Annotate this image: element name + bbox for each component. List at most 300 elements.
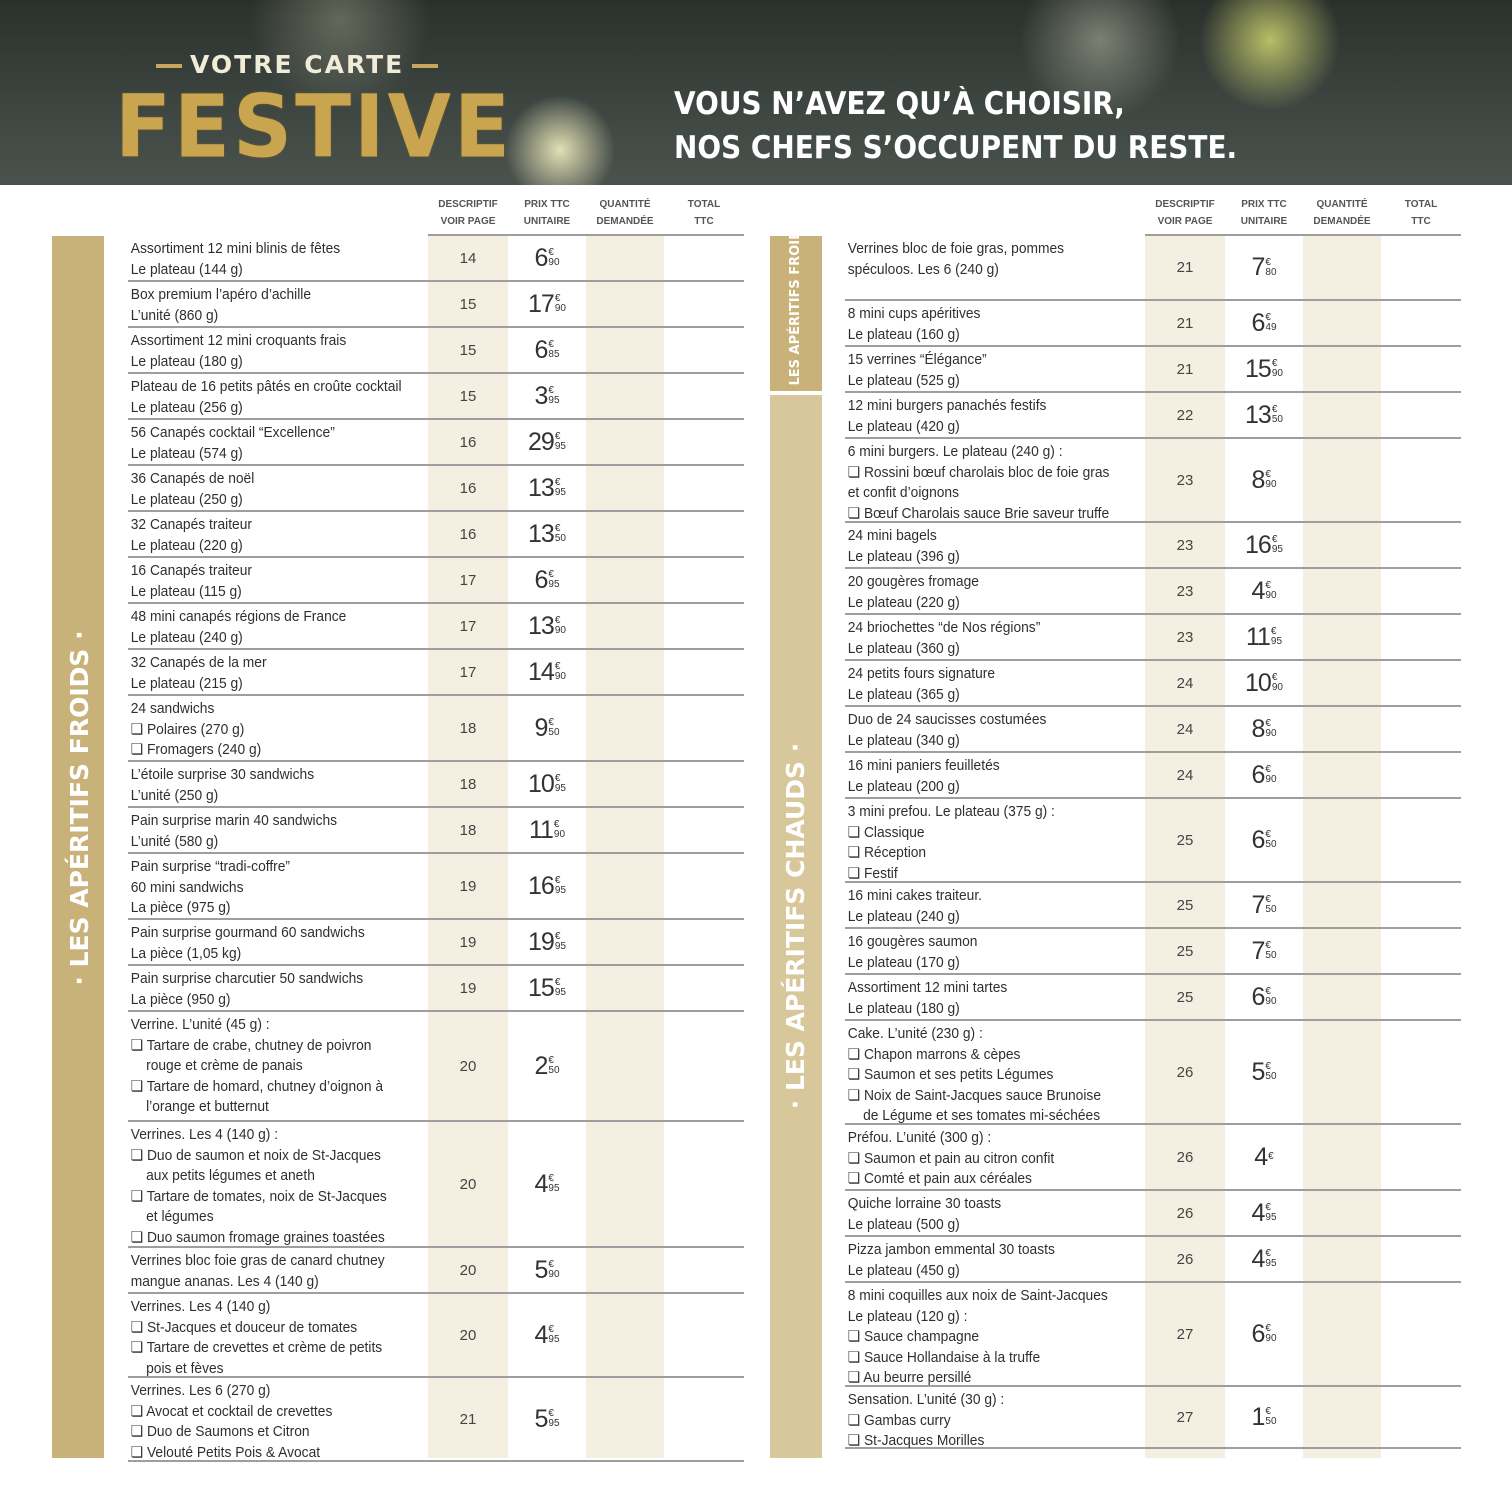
item-price-cents: € 90 [1271, 358, 1283, 379]
item-description-line: 24 mini bagels [847, 527, 937, 544]
item-page: 24 [1176, 766, 1194, 784]
item-price [1225, 1191, 1303, 1235]
item-description [845, 753, 1121, 797]
quantity-cell[interactable] [586, 374, 664, 418]
item-description-line: ❏ Comté et pain aux céréales [847, 1170, 1032, 1187]
item-description [845, 1125, 1121, 1189]
item-price [508, 512, 586, 556]
quantity-cell[interactable] [586, 920, 664, 964]
col-head-qty-right: QUANTITÉ DEMANDÉE [1313, 199, 1371, 227]
item-price-euros: 29 [528, 427, 554, 456]
total-cell[interactable] [1381, 1237, 1461, 1281]
total-cell[interactable] [664, 558, 744, 602]
total-cell[interactable] [664, 854, 744, 918]
total-cell[interactable] [1381, 661, 1461, 705]
table-row [128, 466, 744, 512]
item-price-euros: 15 [528, 973, 554, 1002]
item-price [1225, 1237, 1303, 1281]
item-price-euros: 16 [528, 871, 554, 900]
item-price [1225, 1125, 1303, 1189]
quantity-cell[interactable] [1303, 615, 1381, 659]
quantity-cell[interactable] [1303, 347, 1381, 391]
item-page: 15 [459, 295, 477, 313]
quantity-cell[interactable] [1303, 1125, 1381, 1189]
total-cell[interactable] [664, 966, 744, 1010]
quantity-cell[interactable] [1303, 523, 1381, 567]
item-price-cents: € 95 [554, 773, 566, 794]
item-description-line: 16 mini paniers feuilletés [847, 757, 1000, 774]
item-description-line: Le plateau (120 g) : [847, 1307, 968, 1325]
tagline [674, 82, 1237, 170]
item-description-line: Plateau de 16 petits pâtés en croûte cocktail [130, 378, 402, 395]
item-description-line: Le plateau (365 g) [847, 685, 960, 703]
menu-table-froids [128, 236, 744, 1462]
item-page: 20 [459, 1057, 477, 1075]
item-description-line: Le plateau (170 g) [847, 953, 960, 971]
item-price-euros: 19 [528, 927, 554, 956]
item-page: 25 [1176, 896, 1194, 914]
table-row [128, 1378, 744, 1462]
item-description-line: Le plateau (215 g) [130, 674, 243, 692]
total-cell[interactable] [664, 236, 744, 280]
item-description [845, 883, 1121, 927]
table-row [845, 569, 1461, 615]
item-description-line: La pièce (1,05 kg) [130, 944, 242, 962]
item-description-line: Le plateau (200 g) [847, 777, 960, 795]
total-cell[interactable] [1381, 1191, 1461, 1235]
item-description-line: Assortiment 12 mini blinis de fêtes [130, 240, 341, 257]
item-price-cents: € 95 [1265, 1248, 1277, 1269]
total-cell[interactable] [1381, 301, 1461, 345]
item-price-cents: € 95 [554, 931, 566, 952]
item-description-line: Le plateau (240 g) [130, 628, 243, 646]
item-price-euros: 5 [534, 1255, 548, 1284]
item-description-line: 8 mini coquilles aux noix de Saint-Jacques [847, 1287, 1108, 1304]
total-cell[interactable] [1381, 929, 1461, 973]
item-description-line: ❏ St-Jacques et douceur de tomates [130, 1318, 358, 1336]
total-cell[interactable] [1381, 347, 1461, 391]
item-price-cents: € 50 [1265, 1061, 1277, 1082]
total-cell[interactable] [664, 1248, 744, 1292]
quantity-cell[interactable] [586, 512, 664, 556]
item-price-euros: 11 [528, 815, 553, 844]
item-price-euros: 13 [1245, 400, 1271, 429]
table-row [128, 920, 744, 966]
item-price [1225, 707, 1303, 751]
item-page: 17 [459, 617, 477, 635]
item-description-line: Box premium l’apéro d’achille [130, 286, 312, 303]
quantity-cell[interactable] [1303, 301, 1381, 345]
item-description [845, 615, 1121, 659]
quantity-cell[interactable] [586, 1122, 664, 1246]
item-price-cents: € 95 [1271, 534, 1283, 555]
item-price-euros: 16 [1245, 530, 1271, 559]
item-price-cents: € 85 [548, 339, 560, 360]
item-price [1225, 523, 1303, 567]
total-cell[interactable] [1381, 1125, 1461, 1189]
item-description-line: Pain surprise gourmand 60 sandwichs [130, 924, 365, 941]
item-price-euros: 6 [534, 243, 548, 272]
item-page: 25 [1176, 942, 1194, 960]
item-price-euros: 5 [534, 1404, 548, 1433]
item-description [845, 301, 1121, 345]
total-cell[interactable] [664, 282, 744, 326]
quantity-cell[interactable] [586, 966, 664, 1010]
item-description [128, 558, 404, 602]
item-description-line: L’unité (580 g) [130, 832, 219, 850]
item-price [1225, 975, 1303, 1019]
item-price-cents: € [1268, 1151, 1274, 1162]
item-description [128, 650, 404, 694]
item-description-line: rouge et crème de panais [130, 1057, 303, 1074]
total-cell[interactable] [1381, 523, 1461, 567]
quantity-cell[interactable] [1303, 799, 1381, 881]
quantity-cell[interactable] [586, 696, 664, 760]
quantity-cell[interactable] [1303, 569, 1381, 613]
total-cell[interactable] [1381, 615, 1461, 659]
item-price [508, 466, 586, 510]
item-price-cents: € 90 [1265, 469, 1277, 490]
item-price-cents: € 50 [1265, 940, 1277, 961]
total-cell[interactable] [664, 604, 744, 648]
item-price-cents: € 95 [548, 569, 560, 590]
item-description [128, 604, 404, 648]
item-price-euros: 6 [1251, 308, 1265, 337]
col-head-qty-left: QUANTITÉ DEMANDÉE [596, 199, 654, 227]
item-description-line: 36 Canapés de noël [130, 470, 255, 487]
item-price-cents: € 90 [553, 819, 566, 840]
item-price-cents: € 90 [1265, 718, 1277, 739]
item-price-euros: 14 [528, 657, 554, 686]
item-description-line: ❏ Saumon et ses petits Légumes [847, 1066, 1054, 1083]
item-description [845, 347, 1121, 391]
item-description-line: Duo de 24 saucisses costumées [847, 711, 1047, 728]
item-description-line: Verrines. Les 6 (270 g) [130, 1382, 271, 1399]
total-cell[interactable] [1381, 393, 1461, 437]
item-description-line: Assortiment 12 mini croquants frais [130, 332, 347, 349]
col-head-page-right: DESCRIPTIF VOIR PAGE [1155, 199, 1215, 227]
item-page: 27 [1176, 1325, 1194, 1343]
quantity-cell[interactable] [1303, 883, 1381, 927]
item-price-euros: 3 [534, 381, 548, 410]
quantity-cell[interactable] [1303, 439, 1381, 521]
item-description-line: Le plateau (256 g) [130, 398, 243, 416]
item-description-line: Le plateau (180 g) [847, 999, 960, 1017]
item-description [845, 393, 1121, 437]
item-description [845, 661, 1121, 705]
item-price-euros: 4 [1251, 1244, 1265, 1273]
item-page: 23 [1176, 628, 1194, 646]
total-cell[interactable] [1381, 1283, 1461, 1385]
item-price [1225, 615, 1303, 659]
item-description-line: La pièce (950 g) [130, 990, 231, 1008]
total-cell[interactable] [664, 650, 744, 694]
item-description [845, 1021, 1121, 1123]
quantity-cell[interactable] [586, 466, 664, 510]
item-description-line: Le plateau (360 g) [847, 639, 960, 657]
item-description-line: L’étoile surprise 30 sandwichs [130, 766, 315, 783]
item-price [508, 282, 586, 326]
total-cell[interactable] [664, 1122, 744, 1246]
quantity-cell[interactable] [1303, 1021, 1381, 1123]
total-cell[interactable] [1381, 1387, 1461, 1447]
item-description-line: L’unité (860 g) [130, 306, 219, 324]
item-price-cents: € 95 [1265, 1202, 1277, 1223]
item-description-line: ❏ Sauce Hollandaise à la truffe [847, 1348, 1041, 1366]
item-description-line: pois et fèves [130, 1359, 224, 1377]
item-price [508, 1294, 586, 1376]
total-cell[interactable] [664, 1294, 744, 1376]
total-cell[interactable] [1381, 753, 1461, 797]
item-page: 19 [459, 979, 477, 997]
item-price [1225, 1021, 1303, 1123]
item-description [845, 1191, 1121, 1235]
item-price [508, 604, 586, 648]
item-page: 21 [1176, 259, 1194, 276]
quantity-cell[interactable] [586, 650, 664, 694]
item-price [508, 1122, 586, 1246]
item-description-line: spéculoos. Les 6 (240 g) [847, 260, 999, 278]
item-description-line: 3 mini prefou. Le plateau (375 g) : [847, 803, 1055, 820]
item-price-euros: 11 [1245, 622, 1270, 651]
total-cell[interactable] [664, 420, 744, 464]
table-row [845, 975, 1461, 1021]
table-row [845, 347, 1461, 393]
item-page: 26 [1176, 1063, 1194, 1081]
quantity-cell[interactable] [1303, 236, 1381, 299]
item-price-euros: 6 [1251, 982, 1265, 1011]
item-description-line: ❏ Chapon marrons & cèpes [847, 1045, 1021, 1063]
section-label-froids-small: · LES APÉRITIFS FROIDS · [788, 210, 803, 395]
item-description-line: ❏ Saumon et pain au citron confit [847, 1149, 1055, 1167]
quantity-cell[interactable] [1303, 975, 1381, 1019]
total-cell[interactable] [664, 696, 744, 760]
item-description-line: 24 briochettes “de Nos régions” [847, 619, 1041, 636]
quantity-cell[interactable] [586, 762, 664, 806]
item-price-euros: 4 [1251, 1198, 1265, 1227]
item-price-cents: € 95 [548, 1408, 560, 1429]
item-price [508, 808, 586, 852]
item-description-line: Le plateau (160 g) [847, 325, 960, 343]
item-description-line: Le plateau (115 g) [130, 582, 242, 600]
item-page: 24 [1176, 720, 1194, 738]
table-row [128, 328, 744, 374]
quantity-cell[interactable] [1303, 1283, 1381, 1385]
table-row [845, 301, 1461, 347]
item-description-line: Le plateau (396 g) [847, 547, 960, 565]
quantity-cell[interactable] [1303, 929, 1381, 973]
col-head-price-left: PRIX TTC UNITAIRE [523, 199, 571, 227]
quantity-cell[interactable] [1303, 1387, 1381, 1447]
item-price-euros: 6 [534, 565, 548, 594]
table-row [845, 883, 1461, 929]
item-description [128, 420, 404, 464]
quantity-cell[interactable] [586, 1378, 664, 1460]
total-cell[interactable] [664, 466, 744, 510]
item-price-euros: 9 [534, 713, 548, 742]
item-description [845, 236, 1121, 299]
item-description [845, 439, 1121, 521]
item-description [128, 1378, 404, 1460]
item-description-line: Assortiment 12 mini tartes [847, 979, 1008, 996]
quantity-cell[interactable] [586, 604, 664, 648]
total-cell[interactable] [1381, 236, 1461, 299]
table-row [128, 604, 744, 650]
quantity-cell[interactable] [1303, 753, 1381, 797]
table-row [845, 929, 1461, 975]
table-row [845, 236, 1461, 301]
total-cell[interactable] [1381, 799, 1461, 881]
item-price-euros: 13 [528, 519, 554, 548]
total-cell[interactable] [664, 808, 744, 852]
item-price [508, 1248, 586, 1292]
item-price-cents: € 90 [1265, 986, 1277, 1007]
item-price [1225, 301, 1303, 345]
item-description [128, 966, 404, 1010]
quantity-cell[interactable] [1303, 661, 1381, 705]
item-page: 21 [1176, 360, 1194, 378]
table-row [128, 762, 744, 808]
quantity-cell[interactable] [586, 1012, 664, 1120]
item-price-cents: € 50 [548, 717, 560, 738]
total-cell[interactable] [1381, 883, 1461, 927]
item-description-line: ❏ Avocat et cocktail de crevettes [130, 1402, 333, 1420]
item-page: 18 [459, 719, 477, 737]
item-price-euros: 5 [1251, 1057, 1265, 1086]
table-row [845, 1387, 1461, 1449]
item-description [128, 762, 404, 806]
header-banner [0, 0, 1512, 185]
total-cell[interactable] [1381, 439, 1461, 521]
table-row [128, 1248, 744, 1294]
item-description [845, 569, 1121, 613]
table-row [845, 707, 1461, 753]
item-page: 17 [459, 663, 477, 681]
item-description-line: ❏ Duo de Saumons et Citron [130, 1423, 310, 1440]
item-description-line: Le plateau (240 g) [847, 907, 960, 925]
item-description-line: Verrines. Les 4 (140 g) [130, 1298, 271, 1315]
item-description-line: Verrines bloc foie gras de canard chutney [130, 1252, 385, 1269]
item-price-cents: € 90 [554, 615, 566, 636]
item-page: 22 [1176, 406, 1194, 424]
item-description-line: ❏ Tartare de tomates, noix de St-Jacques [130, 1187, 387, 1205]
quantity-cell[interactable] [586, 558, 664, 602]
item-price [508, 1012, 586, 1120]
item-description-line: 24 petits fours signature [847, 665, 996, 682]
total-cell[interactable] [664, 374, 744, 418]
item-price [508, 1378, 586, 1460]
quantity-cell[interactable] [586, 328, 664, 372]
item-description-line: Verrines. Les 4 (140 g) : [130, 1126, 279, 1143]
item-price [508, 420, 586, 464]
item-price-euros: 10 [528, 769, 554, 798]
item-description-line: 12 mini burgers panachés festifs [847, 397, 1047, 414]
item-price-cents: € 90 [1265, 764, 1277, 785]
total-cell[interactable] [664, 920, 744, 964]
total-cell[interactable] [664, 512, 744, 556]
item-description [845, 799, 1121, 881]
item-price-cents: € 80 [1265, 256, 1277, 278]
total-cell[interactable] [1381, 707, 1461, 751]
total-cell[interactable] [1381, 1021, 1461, 1123]
quantity-cell[interactable] [586, 1248, 664, 1292]
item-description [128, 1248, 404, 1292]
table-row [845, 615, 1461, 661]
item-price-cents: € 90 [548, 247, 560, 268]
quantity-cell[interactable] [1303, 1191, 1381, 1235]
item-page: 25 [1176, 988, 1194, 1006]
item-description-line: de Légume et ses tomates mi-séchées [847, 1107, 1101, 1124]
total-cell[interactable] [664, 762, 744, 806]
item-price-cents: € 95 [554, 431, 566, 452]
tagline-line-2: NOS CHEFS S’OCCUPENT DU RESTE. [674, 130, 1238, 166]
item-description-line: ❏ Au beurre persillé [847, 1369, 972, 1386]
overline [148, 50, 446, 79]
table-row [128, 282, 744, 328]
item-price [1225, 1387, 1303, 1447]
quantity-cell[interactable] [1303, 1237, 1381, 1281]
item-page: 16 [459, 479, 477, 497]
item-price [1225, 799, 1303, 881]
table-row [128, 558, 744, 604]
item-description-line: et légumes [130, 1208, 214, 1225]
item-description [128, 236, 404, 280]
item-price [1225, 883, 1303, 927]
quantity-cell[interactable] [1303, 393, 1381, 437]
total-cell[interactable] [664, 1012, 744, 1120]
quantity-cell[interactable] [586, 236, 664, 280]
total-cell[interactable] [1381, 975, 1461, 1019]
table-row [128, 1122, 744, 1248]
total-cell[interactable] [1381, 569, 1461, 613]
quantity-cell[interactable] [586, 282, 664, 326]
total-cell[interactable] [664, 328, 744, 372]
item-page: 23 [1176, 471, 1194, 489]
table-row [128, 420, 744, 466]
item-page: 18 [459, 775, 477, 793]
item-description-line: ❏ Fromagers (240 g) [130, 741, 262, 758]
item-description-line: Cake. L’unité (230 g) : [847, 1025, 983, 1042]
total-cell[interactable] [664, 1378, 744, 1460]
item-description [845, 1237, 1121, 1281]
item-price [1225, 929, 1303, 973]
item-price-cents: € 49 [1265, 312, 1277, 333]
item-price [508, 966, 586, 1010]
item-description-line: L’unité (250 g) [130, 786, 219, 804]
quantity-cell[interactable] [1303, 707, 1381, 751]
table-row [128, 1012, 744, 1122]
item-price-cents: € 95 [548, 1324, 560, 1345]
item-description-line: 8 mini cups apéritives [847, 305, 981, 322]
item-description-line: ❏ Festif [847, 864, 898, 882]
quantity-cell[interactable] [586, 854, 664, 918]
item-price-euros: 6 [1251, 1319, 1265, 1348]
quantity-cell[interactable] [586, 420, 664, 464]
item-page: 15 [459, 341, 477, 359]
item-price-euros: 4 [534, 1320, 548, 1349]
item-description-line: Le plateau (340 g) [847, 731, 960, 749]
item-price-euros: 7 [1251, 936, 1265, 965]
item-price-cents: € 90 [548, 1259, 560, 1280]
item-description-line: ❏ St-Jacques Morilles [847, 1432, 985, 1449]
quantity-cell[interactable] [586, 1294, 664, 1376]
item-price-euros: 6 [1251, 825, 1265, 854]
item-description [128, 1294, 404, 1376]
quantity-cell[interactable] [586, 808, 664, 852]
table-row [128, 236, 744, 282]
item-price [1225, 439, 1303, 521]
table-row [128, 1294, 744, 1378]
